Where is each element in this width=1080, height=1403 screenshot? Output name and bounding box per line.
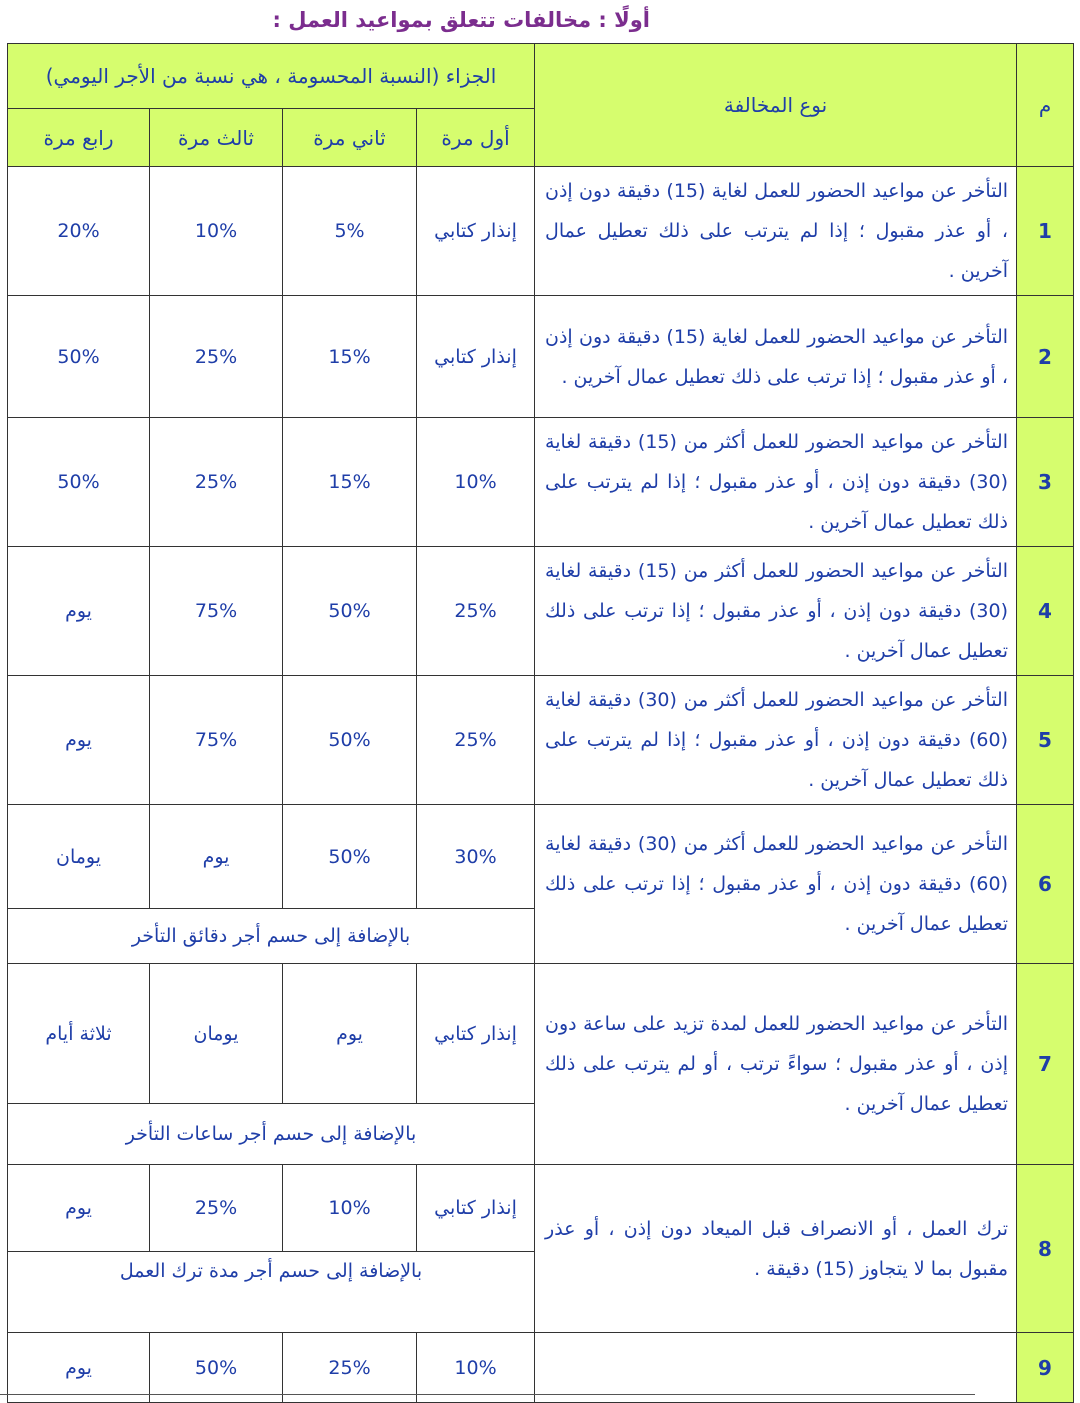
table-row: [8, 964, 1074, 1104]
penalty-second: 50%: [283, 547, 417, 676]
row-number: 4: [1017, 547, 1074, 676]
penalty-fourth: ثلاثة أيام: [8, 964, 150, 1104]
penalty-second: 15%: [283, 418, 417, 547]
penalty-fourth: 50%: [8, 418, 150, 547]
violation-description: التأخر عن مواعيد الحضور للعمل أكثر من (15) دقيقة لغاية (30) دقيقة دون إذن ، أو عذر مقبول ؛ إذا ترتب على ذلك تعطيل عمال آخرين .: [535, 547, 1017, 676]
row-number: 3: [1017, 418, 1074, 547]
section-title: أولًا : مخالفات تتعلق بمواعيد العمل :: [272, 8, 650, 32]
violation-description: التأخر عن مواعيد الحضور للعمل لغاية (15) دقيقة دون إذن ، أو عذر مقبول ؛ إذا لم يترتب على ذلك تعطيل عمال آخرين .: [535, 167, 1017, 296]
header-violation-type: نوع المخالفة: [535, 44, 1017, 167]
penalty-fourth: يومان: [8, 805, 150, 909]
penalty-first: إنذار كتابي: [417, 1165, 535, 1252]
penalty-first: 30%: [417, 805, 535, 909]
penalty-third: يوم: [150, 805, 283, 909]
header-num: م: [1017, 44, 1074, 167]
row-number: 7: [1017, 964, 1074, 1165]
row-number: 8: [1017, 1165, 1074, 1333]
penalty-fourth: يوم: [8, 676, 150, 805]
header-first: أول مرة: [417, 109, 535, 167]
penalty-second: يوم: [283, 964, 417, 1104]
penalty-first: 25%: [417, 547, 535, 676]
penalty-third: 75%: [150, 547, 283, 676]
row-number: 6: [1017, 805, 1074, 964]
table-row: [8, 1333, 1074, 1403]
header-row-top: [8, 44, 1074, 109]
penalty-fourth: 20%: [8, 167, 150, 296]
penalty-fourth: يوم: [8, 1165, 150, 1252]
table-row: [8, 547, 1074, 676]
violation-description: التأخر عن مواعيد الحضور للعمل أكثر من (30) دقيقة لغاية (60) دقيقة دون إذن ، أو عذر مقبول ؛ إذا ترتب على ذلك تعطيل عمال آخرين .: [535, 805, 1017, 964]
penalty-third: 25%: [150, 1165, 283, 1252]
additional-deduction-note: بالإضافة إلى حسم أجر دقائق التأخر: [8, 909, 535, 964]
table-row: [8, 167, 1074, 296]
penalty-first: 10%: [417, 418, 535, 547]
row-number: 1: [1017, 167, 1074, 296]
table-row: [8, 676, 1074, 805]
penalty-third: 10%: [150, 167, 283, 296]
penalty-second: 50%: [283, 676, 417, 805]
page-bottom-rule: [0, 1394, 975, 1395]
header-third: ثالث مرة: [150, 109, 283, 167]
violation-description: ترك العمل ، أو الانصراف قبل الميعاد دون إذن ، أو عذر مقبول بما لا يتجاوز (15) دقيقة .: [535, 1165, 1017, 1333]
penalty-fourth: 50%: [8, 296, 150, 418]
penalty-first: إنذار كتابي: [417, 167, 535, 296]
row-number: 2: [1017, 296, 1074, 418]
penalty-third: 75%: [150, 676, 283, 805]
violation-description: التأخر عن مواعيد الحضور للعمل أكثر من (30) دقيقة لغاية (60) دقيقة دون إذن ، أو عذر مقبول ؛ إذا لم يترتب على ذلك تعطيل عمال آخرين .: [535, 676, 1017, 805]
violation-description: التأخر عن مواعيد الحضور للعمل لمدة تزيد على ساعة دون إذن ، أو عذر مقبول ؛ سواءً ترتب ، أو لم يترتب على ذلك تعطيل عمال آخرين .: [535, 964, 1017, 1165]
penalty-third: 50%: [150, 1333, 283, 1403]
header-penalty-group: الجزاء (النسبة المحسومة ، هي نسبة من الأجر اليومي): [8, 44, 535, 109]
table-row: [8, 805, 1074, 909]
table-row: [8, 1165, 1074, 1252]
penalty-first: 10%: [417, 1333, 535, 1403]
penalty-third: 25%: [150, 296, 283, 418]
violations-table: [7, 43, 1074, 1403]
table-row: [8, 296, 1074, 418]
penalty-third: 25%: [150, 418, 283, 547]
penalty-fourth: يوم: [8, 547, 150, 676]
penalty-second: 10%: [283, 1165, 417, 1252]
violation-description: [535, 1333, 1017, 1403]
penalty-first: إنذار كتابي: [417, 296, 535, 418]
table-row: [8, 418, 1074, 547]
row-number: 5: [1017, 676, 1074, 805]
header-second: ثاني مرة: [283, 109, 417, 167]
additional-deduction-note: بالإضافة إلى حسم أجر مدة ترك العمل: [8, 1252, 535, 1333]
violation-description: التأخر عن مواعيد الحضور للعمل أكثر من (15) دقيقة لغاية (30) دقيقة دون إذن ، أو عذر مقبول ؛ إذا لم يترتب على ذلك تعطيل عمال آخرين .: [535, 418, 1017, 547]
penalty-second: 15%: [283, 296, 417, 418]
penalty-first: 25%: [417, 676, 535, 805]
additional-deduction-note: بالإضافة إلى حسم أجر ساعات التأخر: [8, 1104, 535, 1165]
penalty-first: إنذار كتابي: [417, 964, 535, 1104]
penalty-second: 50%: [283, 805, 417, 909]
penalty-third: يومان: [150, 964, 283, 1104]
header-fourth: رابع مرة: [8, 109, 150, 167]
row-number: 9: [1017, 1333, 1074, 1403]
penalty-fourth: يوم: [8, 1333, 150, 1403]
penalty-second: 5%: [283, 167, 417, 296]
violation-description: التأخر عن مواعيد الحضور للعمل لغاية (15) دقيقة دون إذن ، أو عذر مقبول ؛ إذا ترتب على ذلك تعطيل عمال آخرين .: [535, 296, 1017, 418]
penalty-second: 25%: [283, 1333, 417, 1403]
